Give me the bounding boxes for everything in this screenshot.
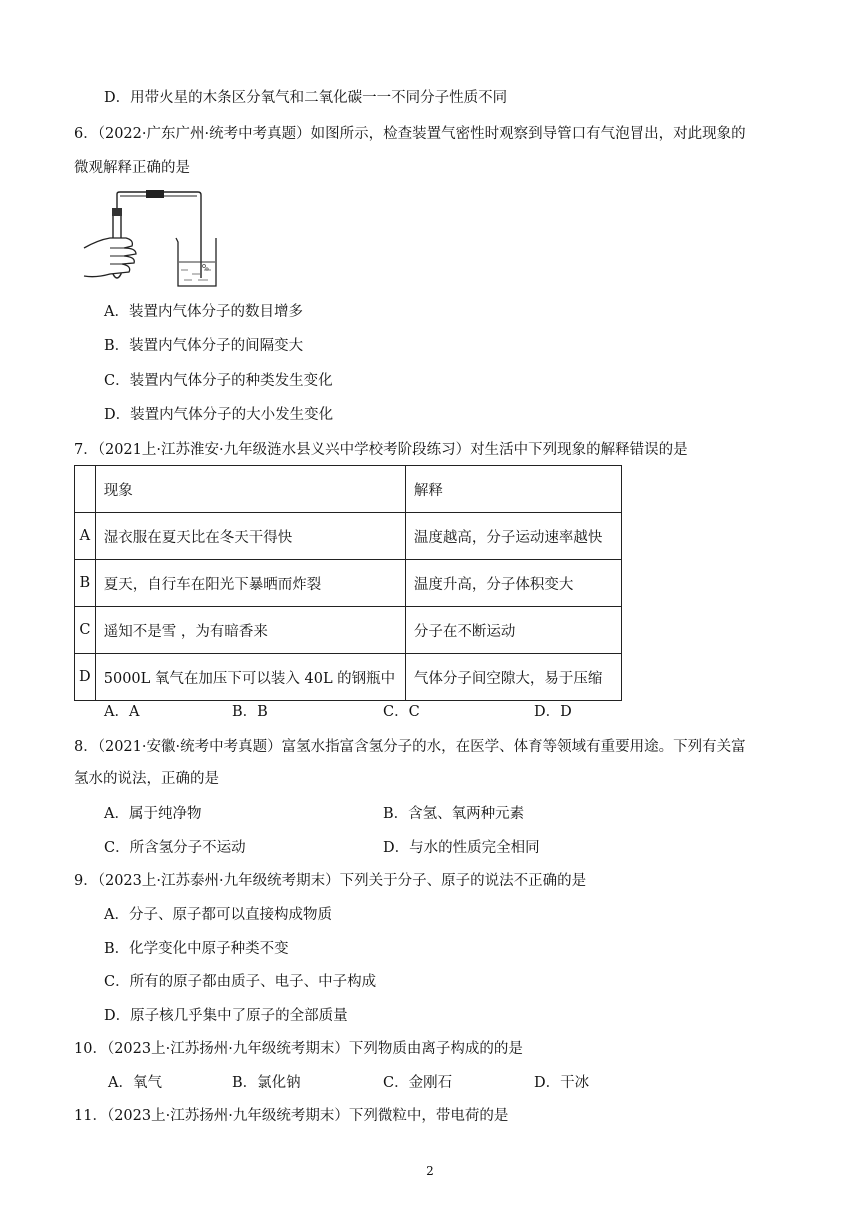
- row-key: D: [75, 654, 96, 701]
- row-phenomenon: 5000L 氧气在加压下可以装入 40L 的钢瓶中: [95, 654, 405, 701]
- q6-stem-line2: 微观解释正确的是: [74, 160, 190, 176]
- table-header-cell: [75, 466, 96, 513]
- q11-stem: 11．（2023上·江苏扬州·九年级统考期末）下列微粒中，带电荷的是: [74, 1108, 509, 1124]
- row-key: A: [75, 513, 96, 560]
- row-key: B: [75, 560, 96, 607]
- q6-option-b: B．装置内气体分子的间隔变大: [104, 338, 304, 354]
- row-phenomenon: 夏天，自行车在阳光下暴晒而炸裂: [95, 560, 405, 607]
- q6-stem-line1: 6．（2022·广东广州·统考中考真题）如图所示，检查装置气密性时观察到导管口有气泡冒出，对此现象的: [74, 126, 746, 142]
- q9-option-a: A．分子、原子都可以直接构成物质: [104, 907, 332, 923]
- row-explanation: 温度越高，分子运动速率越快: [405, 513, 621, 560]
- q8-option-c: C．所含氢分子不运动: [104, 840, 246, 856]
- page-number: 2: [426, 1164, 434, 1178]
- q10-option-b: B．氯化钠: [232, 1075, 301, 1091]
- q9-stem: 9．（2023上·江苏泰州·九年级统考期末）下列关于分子、原子的说法不正确的是: [74, 873, 587, 889]
- q7-stem: 7．（2021上·江苏淮安·九年级涟水县义兴中学校考阶段练习）对生活中下列现象的解释错误的是: [74, 442, 688, 458]
- q7-option-b: B．B: [232, 704, 268, 720]
- q6-option-a: A．装置内气体分子的数目增多: [104, 304, 303, 320]
- q10-option-c: C．金刚石: [383, 1075, 453, 1091]
- q9-option-b: B．化学变化中原子种类不变: [104, 941, 289, 957]
- q7-option-a: A．A: [104, 704, 140, 720]
- q10-stem: 10．（2023上·江苏扬州·九年级统考期末）下列物质由离子构成的的是: [74, 1041, 523, 1057]
- row-phenomenon: 遥知不是雪 ，为有暗香来: [95, 607, 405, 654]
- q8-option-d: D．与水的性质完全相同: [383, 840, 540, 856]
- q8-stem-line1: 8．（2021·安徽·统考中考真题）富氢水指富含氢分子的水，在医学、体育等领域有重要用途。下列有关富: [74, 739, 746, 755]
- q9-option-c: C．所有的原子都由质子、电子、中子构成: [104, 974, 377, 990]
- row-explanation: 分子在不断运动: [405, 607, 621, 654]
- table-header-cell: 解释: [405, 466, 621, 513]
- q5-option-d: D．用带火星的木条区分氧气和二氧化碳一一不同分子性质不同: [104, 90, 508, 106]
- row-explanation: 温度升高，分子体积变大: [405, 560, 621, 607]
- q8-option-b: B．含氢、氧两种元素: [383, 806, 525, 822]
- table-row: [75, 607, 622, 654]
- q9-option-d: D．原子核几乎集中了原子的全部质量: [104, 1008, 348, 1024]
- table-header-row: [75, 466, 622, 513]
- q7-option-c: C．C: [383, 704, 420, 720]
- table-row: [75, 654, 622, 701]
- q6-option-d: D．装置内气体分子的大小发生变化: [104, 407, 334, 423]
- q10-option-d: D．干冰: [534, 1075, 590, 1091]
- q8-stem-line2: 氢水的说法，正确的是: [74, 771, 219, 787]
- row-explanation: 气体分子间空隙大，易于压缩: [405, 654, 621, 701]
- airtightness-apparatus-illustration: [80, 190, 220, 290]
- q10-option-a: A．氧气: [108, 1075, 162, 1091]
- table-header-cell: 现象: [95, 466, 405, 513]
- q7-table: [74, 465, 622, 701]
- row-phenomenon: 湿衣服在夏天比在冬天干得快: [95, 513, 405, 560]
- table-row: [75, 513, 622, 560]
- q7-option-d: D．D: [534, 704, 572, 720]
- q6-option-c: C．装置内气体分子的种类发生变化: [104, 373, 333, 389]
- table-row: [75, 560, 622, 607]
- row-key: C: [75, 607, 96, 654]
- q8-option-a: A．属于纯净物: [104, 806, 202, 822]
